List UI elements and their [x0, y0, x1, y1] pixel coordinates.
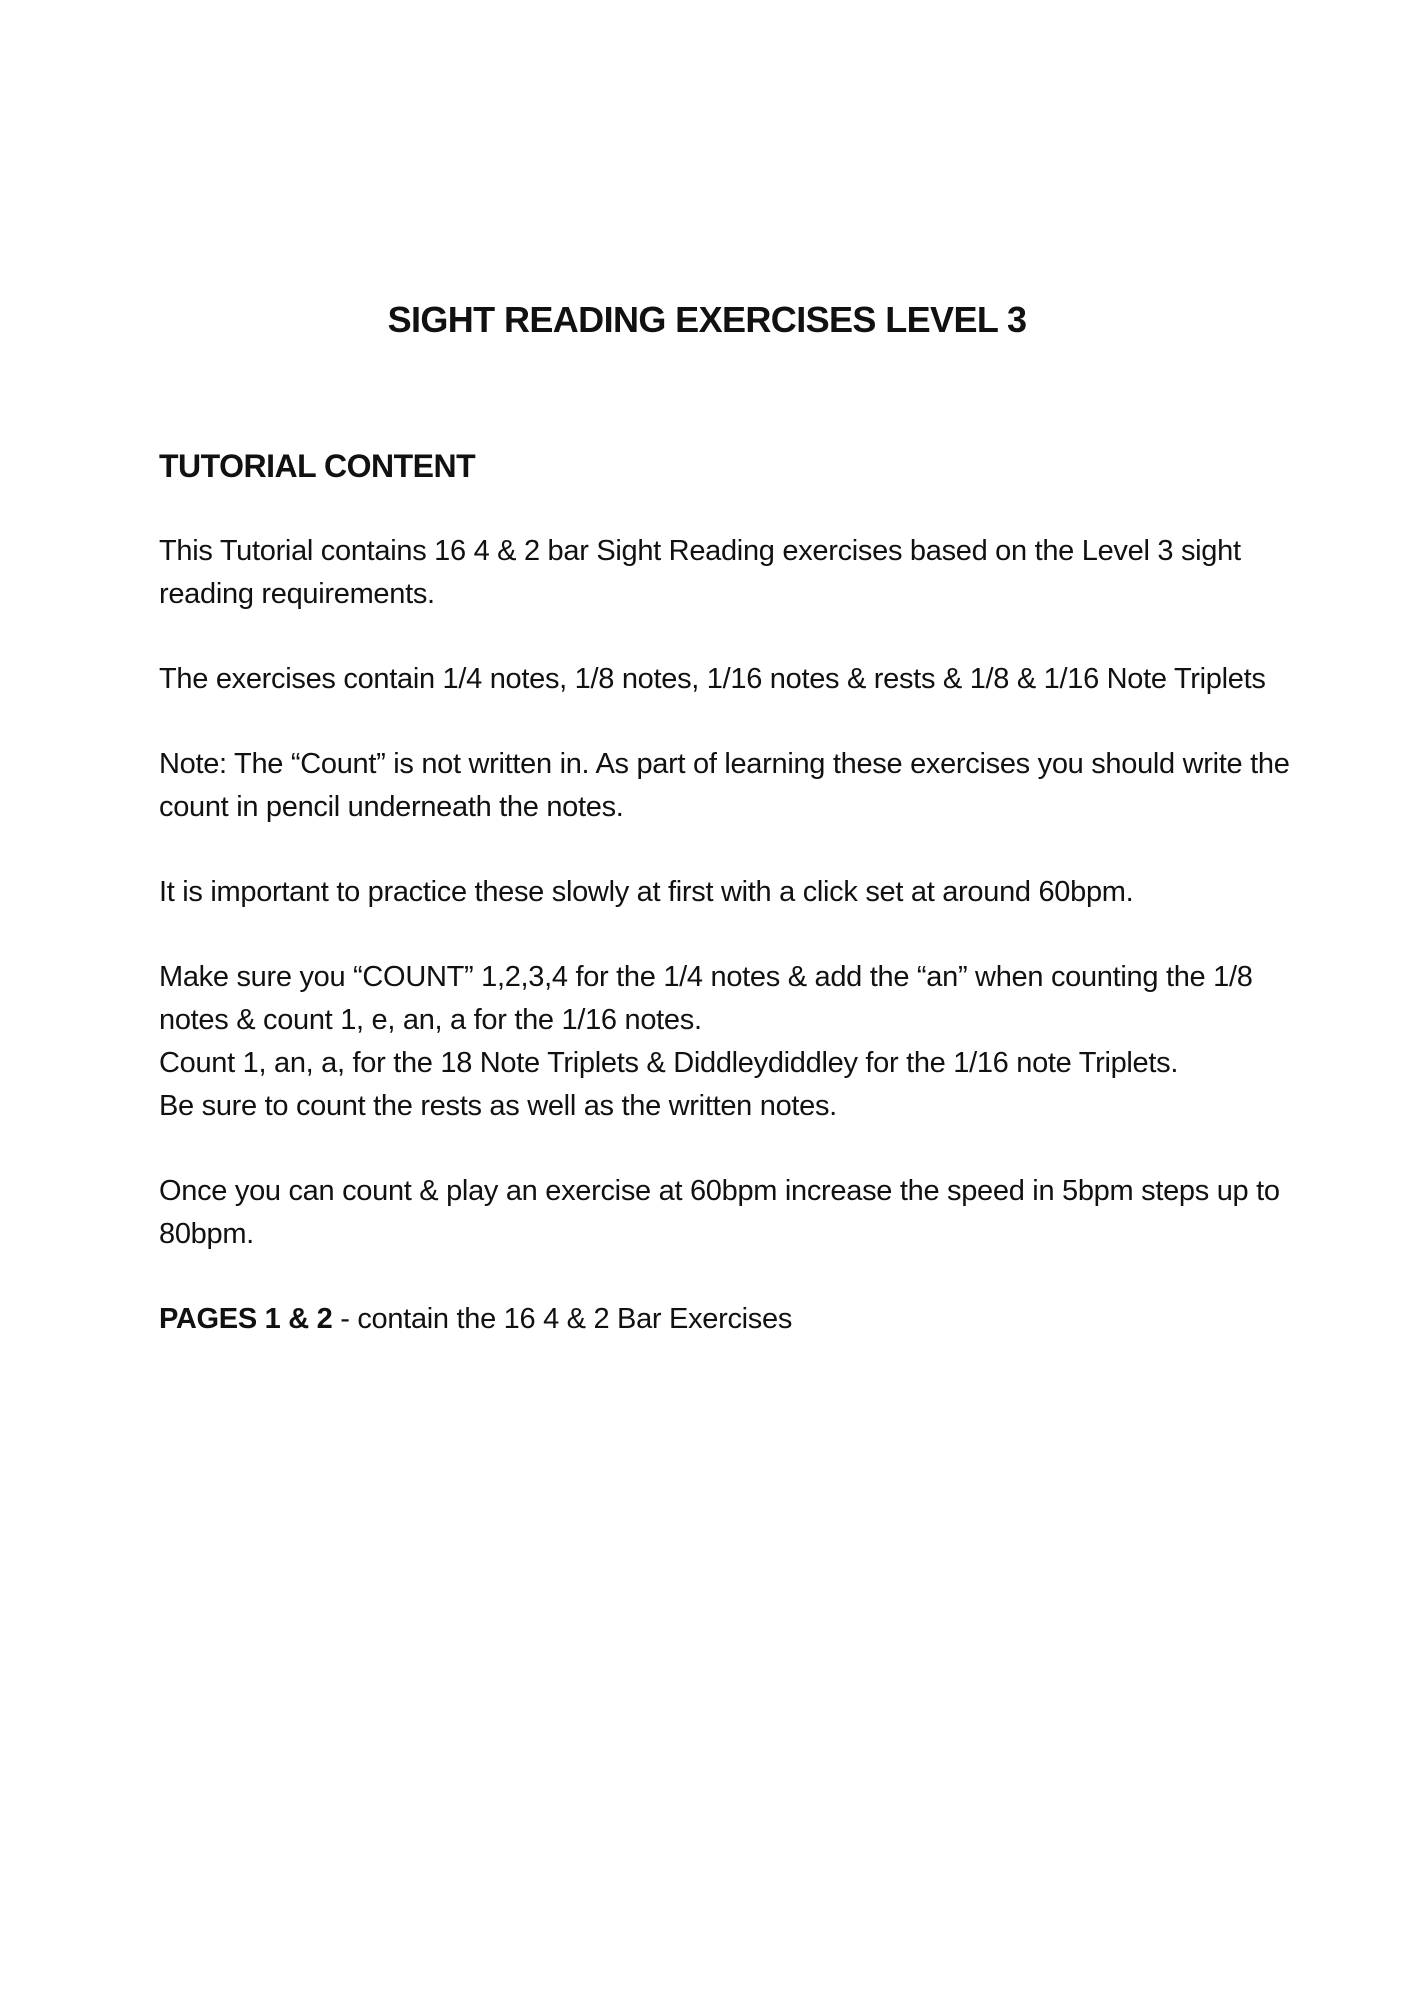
paragraph-speed-increase: Once you can count & play an exercise at 60bpm increase the speed in 5bpm steps up to 80bpm. [159, 1175, 1280, 1250]
paragraph-count-note: Note: The “Count” is not written in. As part of learning these exercises you should write the count in pencil underneath the notes. [159, 748, 1290, 823]
paragraph-exercise-contents: The exercises contain 1/4 notes, 1/8 notes, 1/16 notes & rests & 1/8 & 1/16 Note Triplets [159, 663, 1266, 695]
counting-line-3: Be sure to count the rests as well as the written notes. [159, 1090, 837, 1122]
pages-label: PAGES 1 & 2 [159, 1303, 333, 1335]
paragraph-practice-tempo: It is important to practice these slowly at first with a click set at around 60bpm. [159, 876, 1134, 908]
paragraph-counting-instructions [159, 956, 1299, 1128]
document-title: SIGHT READING EXERCISES LEVEL 3 [387, 299, 1027, 340]
counting-line-1: Make sure you “COUNT” 1,2,3,4 for the 1/4 notes & add the “an” when counting the 1/8 notes & count 1, e, an, a for the 1/16 notes. [159, 961, 1253, 1036]
section-heading: TUTORIAL CONTENT [159, 448, 476, 484]
document-body [159, 444, 1299, 1383]
counting-line-2: Count 1, an, a, for the 18 Note Triplets & Diddleydiddley for the 1/16 note Triplets. [159, 1047, 1179, 1079]
paragraph-pages-note [159, 1298, 1299, 1341]
paragraph-tutorial-contents: This Tutorial contains 16 4 & 2 bar Sight Reading exercises based on the Level 3 sight reading requirements. [159, 535, 1241, 610]
pages-description: - contain the 16 4 & 2 Bar Exercises [332, 1303, 793, 1335]
